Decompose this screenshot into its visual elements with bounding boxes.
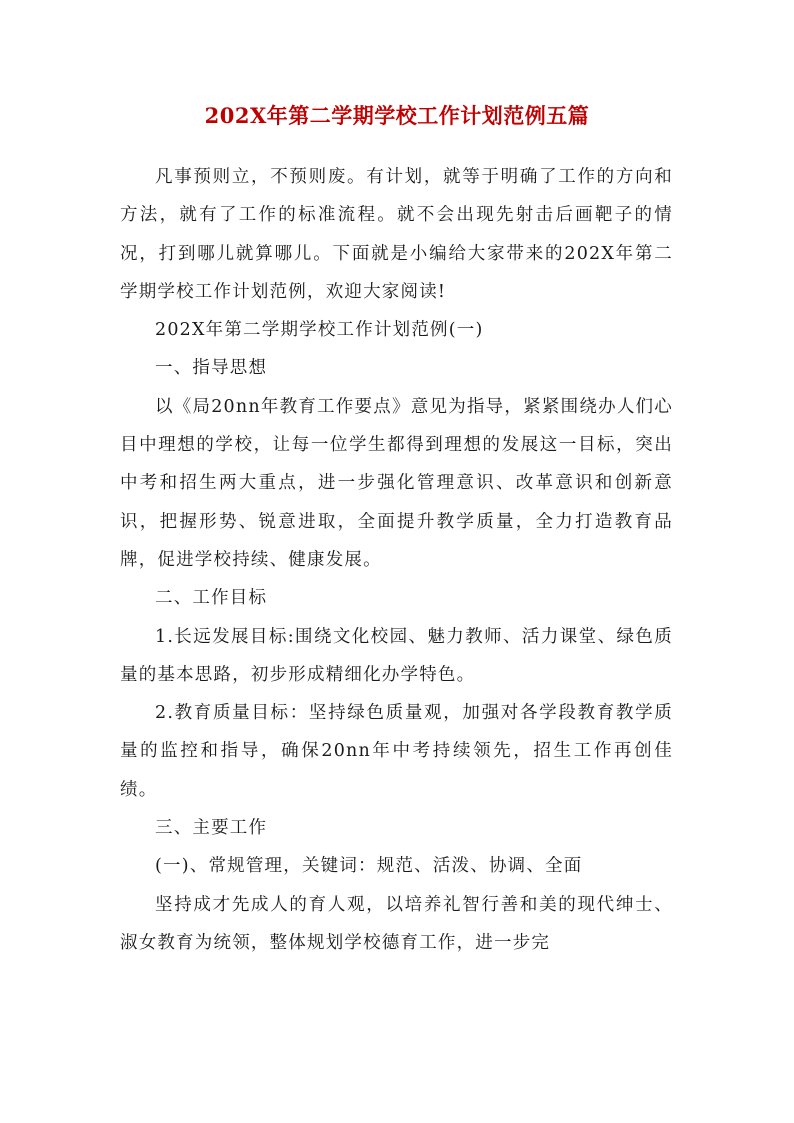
paragraph-long-term-goal: 1.长远发展目标:围绕文化校园、魅力教师、活力课堂、绿色质量的基本思路，初步形成精细化办学特色。 bbox=[120, 626, 673, 685]
subsection-heading-routine-management: (一)、常规管理，关键词：规范、活泼、协调、全面 bbox=[155, 856, 583, 877]
document-title: 202X年第二学期学校工作计划范例五篇 bbox=[204, 103, 590, 128]
paragraph-quality-goal: 2.教育质量目标：坚持绿色质量观，加强对各学段教育教学质量的监控和指导，确保20nn年中考持续领先，招生工作再创佳绩。 bbox=[120, 703, 673, 800]
paragraph-intro: 凡事预则立，不预则废。有计划，就等于明确了工作的方向和方法，就有了工作的标准流程。就不会出现先射击后画靶子的情况，打到哪儿就算哪儿。下面就是小编给大家带来的202X年第二学期学校工作计划范例，欢迎大家阅读! bbox=[120, 167, 673, 302]
section-heading-work-goals: 二、工作目标 bbox=[155, 588, 268, 609]
section-heading-guiding-ideology: 一、指导思想 bbox=[155, 358, 268, 379]
section-heading-main-work: 三、主要工作 bbox=[155, 818, 268, 839]
document-body bbox=[120, 158, 673, 962]
paragraph-example-heading: 202X年第二学期学校工作计划范例(一) bbox=[155, 320, 484, 341]
paragraph-moral-education: 坚持成才先成人的育人观，以培养礼智行善和美的现代绅士、淑女教育为统领，整体规划学校德育工作，进一步完 bbox=[120, 894, 673, 953]
paragraph-guiding-ideology: 以《局20nn年教育工作要点》意见为指导，紧紧围绕办人们心目中理想的学校，让每一位学生都得到理想的发展这一目标，突出中考和招生两大重点，进一步强化管理意识、改革意识和创新意识，把握形势、锐意进取，全面提升教学质量，全力打造教育品牌，促进学校持续、健康发展。 bbox=[120, 396, 673, 570]
